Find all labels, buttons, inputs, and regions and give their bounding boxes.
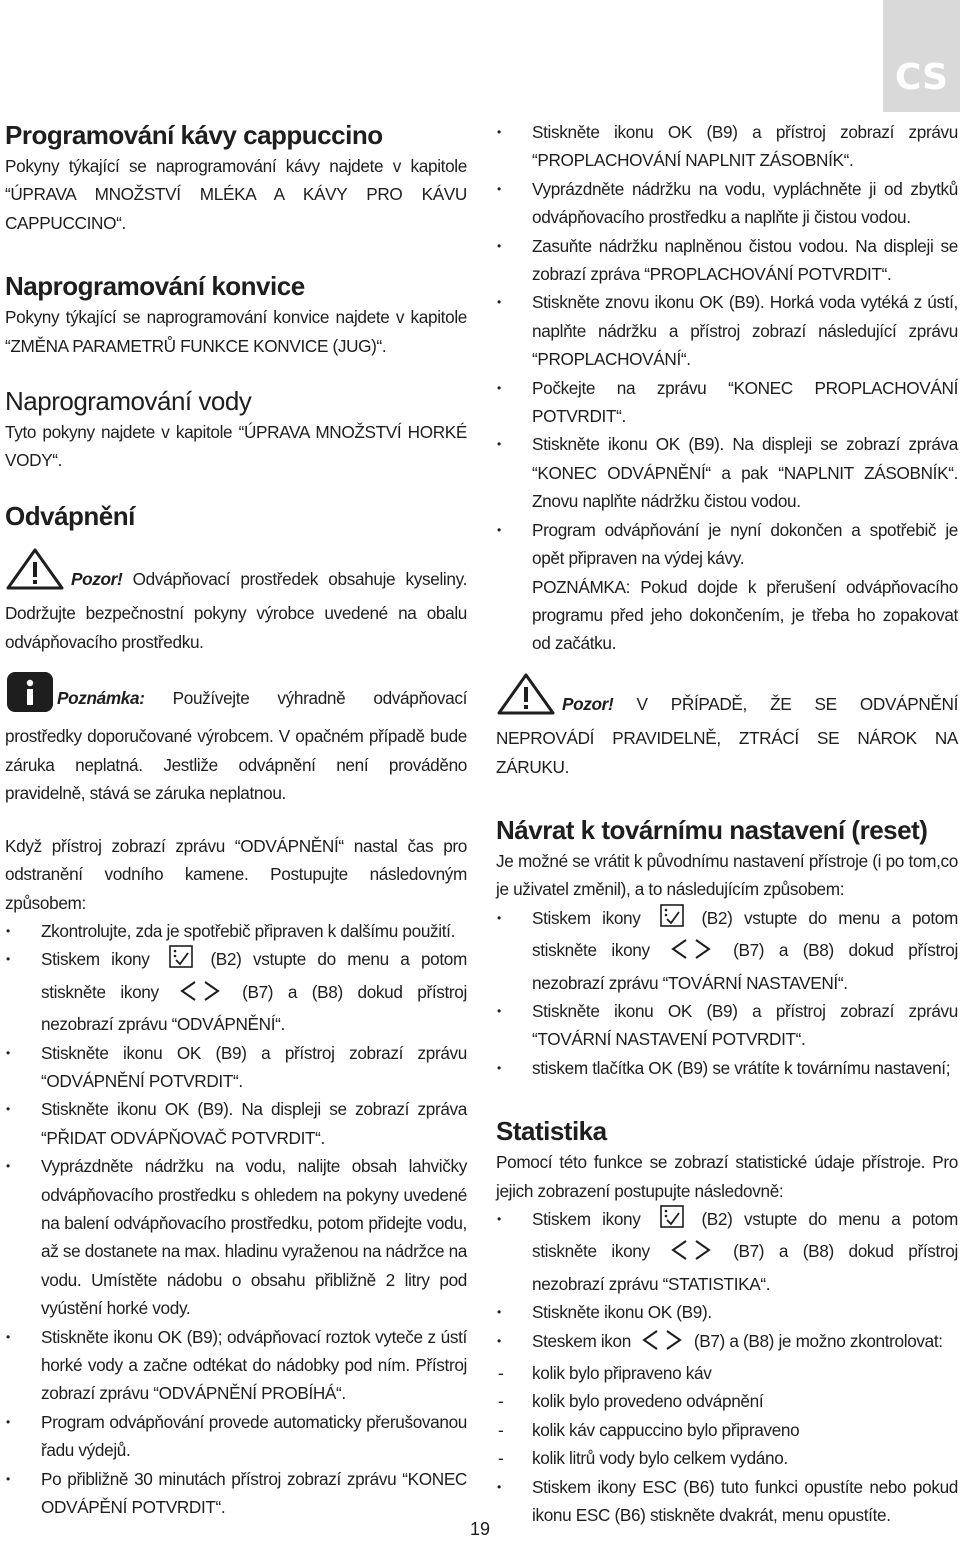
descale-steps xyxy=(5,917,467,1522)
list-item: • Steskem ikon (B7) a (B8) je možno zkontrolovat: xyxy=(496,1327,958,1359)
left-column xyxy=(5,118,467,1521)
list-item: • Vyprázdněte nádržku na vodu, vypláchněte ji od zbytků odvápňovacího prostředku a naplňte ji čistou vodou. xyxy=(496,175,958,232)
arrows-left-right-icon xyxy=(177,980,223,1010)
reset-heading: Návrat k továrnímu nastavení (reset) xyxy=(496,814,928,845)
note-text: Používejte výhradně odvápňovací prostředky doporučované výrobcem. V opačném případě bude záruka neplatná. Jestliže odvápnění není prováděno pravidelně, stává se záruka neplatnou. xyxy=(5,688,467,804)
stats-heading: Statistika xyxy=(496,1116,607,1147)
warning-icon xyxy=(496,672,556,724)
list-item: • Stiskněte ikonu OK (B9) a přístroj zobrazí zprávu “TOVÁRNÍ NASTAVENÍ POTVRDIT“. xyxy=(496,997,958,1054)
arrows-left-right-icon xyxy=(668,938,714,968)
list-item: - kolik litrů vody bylo celkem vydáno. xyxy=(496,1444,958,1472)
list-item: • Stiskněte ikonu OK (B9). Na displeji se zobrazí zpráva “KONEC ODVÁPNĚNÍ“ a pak “NAPLNIT ZÁSOBNÍK“. Znovu naplňte nádržku čistou vodou. xyxy=(496,430,958,515)
language-tab xyxy=(883,0,960,112)
list-item: • Program odvápňování provede automaticky přerušovanou řadu výdejů. xyxy=(5,1408,467,1465)
list-item: • Stiskem ikony (B2) vstupte do menu a potom stiskněte ikony (B7) a (B8) dokud přístroj nezobrazí zprávu “TOVÁRNÍ NASTAVENÍ“. xyxy=(496,904,958,997)
list-item: • Stiskněte ikonu OK (B9); odvápňovací roztok vyteče z ústí horké vody a začne odtékat do nádobky pod ním. Přístroj zobrazí zprávu “ODVÁPNĚNÍ PROBÍHÁ“. xyxy=(5,1323,467,1408)
menu-check-icon xyxy=(656,904,686,936)
warning-label: Pozor! xyxy=(71,568,123,589)
list-item: • Stiskem ikony (B2) vstupte do menu a potom stiskněte ikony (B7) a (B8) dokud přístroj nezobrazí zprávu “STATISTIKA“. xyxy=(496,1205,958,1298)
descale-note xyxy=(5,670,467,808)
list-item: • stiskem tlačítka OK (B9) se vrátíte k továrnímu nastavení; xyxy=(496,1054,958,1082)
info-icon xyxy=(5,670,55,722)
list-item: • Stiskněte ikonu OK (B9) a přístroj zobrazí zprávu “ODVÁPNĚNÍ POTVRDIT“. xyxy=(5,1039,467,1096)
reset-steps xyxy=(496,904,958,1082)
cappuccino-heading: Programování kávy cappuccino xyxy=(5,120,383,150)
step-note: POZNÁMKA: Pokud dojde k přerušení odvápňovacího programu před jeho dokončením, je třeba ho zopakovat od začátku. xyxy=(532,576,958,654)
list-item: • Stiskněte ikonu OK (B9). xyxy=(496,1298,958,1326)
list-item: - kolik bylo provedeno odvápnění xyxy=(496,1387,958,1415)
descale-warning xyxy=(5,547,467,656)
page-number: 19 xyxy=(469,1519,491,1539)
stats-intro: Pomocí této funkce se zobrazí statistické údaje přístroje. Pro jejich zobrazení postupujte následovně: xyxy=(496,1152,958,1201)
water-heading: Naprogramování vody xyxy=(5,386,252,417)
list-item: • Vyprázdněte nádržku na vodu, nalijte obsah lahvičky odvápňovacího prostředku s ohledem na pokyny uvedené na balení odvápňovacího prostředku, potom přidejte vodu, až se dostanete na max. hladinu vyraženou na nádržce na vodu. Umístěte nádobu o obsahu přibližně 2 litry pod vyústění horké vody. xyxy=(5,1152,467,1322)
right-column xyxy=(496,118,958,1529)
reset-warning xyxy=(496,672,958,781)
water-text: Tyto pokyny najdete v kapitole “ÚPRAVA MNOŽSTVÍ HORKÉ VODY“. xyxy=(5,422,467,471)
warning-icon xyxy=(5,547,65,599)
menu-check-icon xyxy=(656,1205,686,1237)
descale-intro: Když přístroj zobrazí zprávu “ODVÁPNĚNÍ“ nastal čas pro odstranění vodního kamene. Postupujte následovným způsobem: xyxy=(5,835,467,913)
list-item: • Stiskněte ikonu OK (B9) a přístroj zobrazí zprávu “PROPLACHOVÁNÍ NAPLNIT ZÁSOBNÍK“. xyxy=(496,118,958,175)
arrows-left-right-icon xyxy=(668,1239,714,1269)
list-item: • Stiskněte ikonu OK (B9). Na displeji se zobrazí zpráva “PŘIDAT ODVÁPŇOVAČ POTVRDIT“. xyxy=(5,1095,467,1152)
menu-check-icon xyxy=(165,945,195,977)
warning-text: V PŘÍPADĚ, ŽE SE ODVÁPNĚNÍ NEPROVÁDÍ PRAVIDELNĚ, ZTRÁCÍ SE NÁROK NA ZÁRUKU. xyxy=(496,693,958,777)
list-item: • Program odvápňování je nyní dokončen a spotřebič je opět připraven na výdej kávy. POZNÁMKA: Pokud dojde k přerušení odvápňovacího programu před jeho dokončením, je třeba ho zopakovat od začátku. xyxy=(496,516,958,658)
list-item: • Počkejte na zprávu “KONEC PROPLACHOVÁNÍ POTVRDIT“. xyxy=(496,374,958,431)
note-label: Poznámka: xyxy=(57,688,145,709)
descale-heading: Odvápnění xyxy=(5,500,135,531)
language-code: CS xyxy=(894,57,948,98)
jug-heading: Naprogramování konvice xyxy=(5,271,305,302)
list-item: • Zkontrolujte, zda je spotřebič připraven k dalšímu použití. xyxy=(5,917,467,945)
list-item: • Stiskem ikony (B2) vstupte do menu a potom stiskněte ikony (B7) a (B8) dokud přístroj nezobrazí zprávu “ODVÁPNĚNÍ“. xyxy=(5,945,467,1038)
stats-sublist xyxy=(496,1359,958,1473)
cappuccino-text: Pokyny týkající se naprogramování kávy najdete v kapitole “ÚPRAVA MNOŽSTVÍ MLÉKA A KÁVY PRO KÁVU CAPPUCCINO“. xyxy=(5,156,467,233)
list-item: • Stiskněte znovu ikonu OK (B9). Horká voda vytéká z ústí, naplňte nádržku a přístroj zobrazí následující zprávu “PROPLACHOVÁNÍ“. xyxy=(496,288,958,373)
stats-steps xyxy=(496,1205,958,1359)
warning-label: Pozor! xyxy=(562,693,614,714)
jug-text: Pokyny týkající se naprogramování konvice najdete v kapitole “ZMĚNA PARAMETRŮ FUNKCE KONVICE (JUG)“. xyxy=(5,307,467,356)
warning-text: Odvápňovací prostředek obsahuje kyseliny. Dodržujte bezpečnostní pokyny výrobce uvedené na obalu odvápňovacího prostředku. xyxy=(5,568,467,652)
reset-intro: Je možné se vrátit k původnímu nastavení přístroje (i po tom,co je uživatel změnil), a to následujícím způsobem: xyxy=(496,850,958,900)
list-item: • Stiskem ikony ESC (B6) tuto funkci opustíte nebo pokud ikonu ESC (B6) stiskněte dvakrát, menu opustíte. xyxy=(496,1473,958,1530)
descale-steps-continued xyxy=(496,118,958,658)
arrows-left-right-icon xyxy=(639,1329,685,1359)
list-item: - kolik káv cappuccino bylo připraveno xyxy=(496,1416,958,1444)
list-item: • Po přibližně 30 minutách přístroj zobrazí zprávu “KONEC ODVÁPĚNÍ POTVRDIT“. xyxy=(5,1465,467,1522)
list-item: - kolik bylo připraveno káv xyxy=(496,1359,958,1387)
list-item: • Zasuňte nádržku naplněnou čistou vodou. Na displeji se zobrazí zpráva “PROPLACHOVÁNÍ POTVRDIT“. xyxy=(496,232,958,289)
